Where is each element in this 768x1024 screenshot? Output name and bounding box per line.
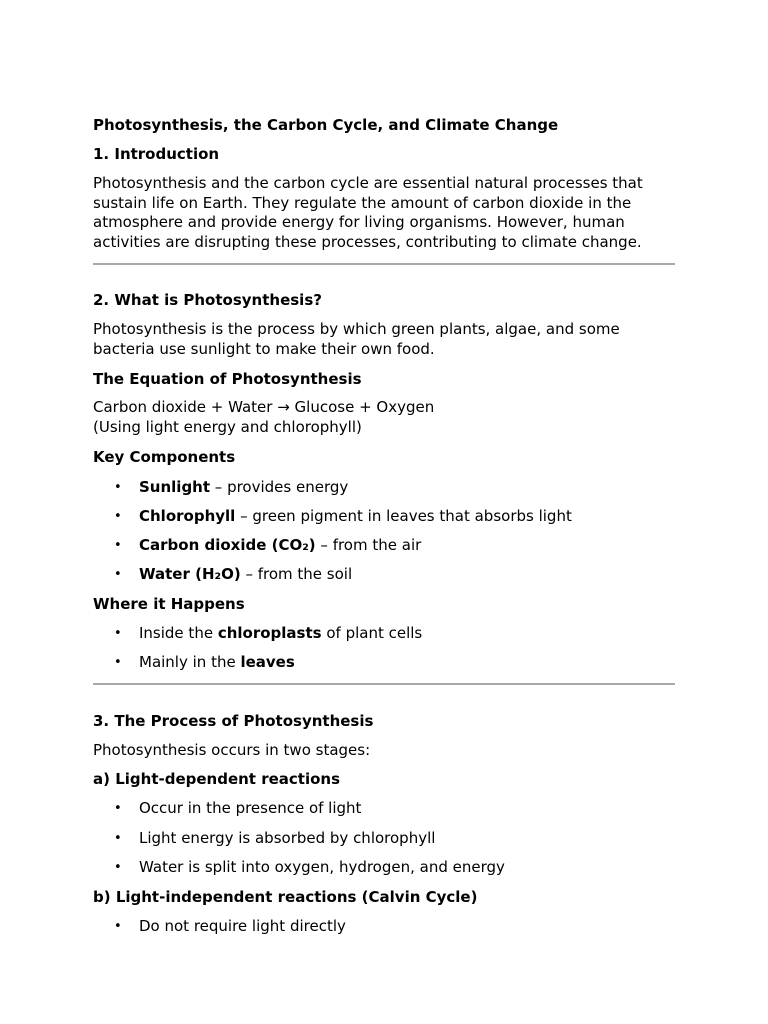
list-item	[139, 536, 421, 554]
bullet-icon: •	[114, 567, 122, 582]
paragraph-line: sustain life on Earth. They regulate the amount of carbon dioxide in the	[93, 193, 632, 212]
paragraph-line: bacteria use sunlight to make their own food.	[93, 339, 435, 358]
component-term: Water (H₂O)	[139, 565, 241, 583]
equation-block	[93, 398, 675, 437]
bullet-icon: •	[114, 626, 122, 641]
list-text: of plant cells	[321, 624, 423, 642]
list-item	[139, 478, 348, 496]
bullet-icon: •	[114, 509, 122, 524]
list-item: Do not require light directly	[139, 917, 346, 935]
section-divider	[93, 263, 675, 265]
component-description: – from the air	[315, 536, 422, 554]
component-description: – from the soil	[240, 565, 353, 583]
section-heading-what-is-photosynthesis: 2. What is Photosynthesis?	[93, 291, 322, 309]
component-term: Chlorophyll	[139, 507, 236, 525]
list-item: Light energy is absorbed by chlorophyll	[139, 829, 436, 847]
list-item	[139, 624, 422, 642]
list-term: leaves	[240, 653, 295, 671]
paragraph-line: activities are disrupting these processes, contributing to climate change.	[93, 233, 642, 252]
stage-b-heading: b) Light-independent reactions (Calvin Cycle)	[93, 888, 478, 906]
bullet-icon: •	[114, 831, 122, 846]
document-title: Photosynthesis, the Carbon Cycle, and Climate Change	[93, 116, 559, 134]
paragraph-line: atmosphere and provide energy for living organisms. However, human	[93, 213, 625, 232]
list-term: chloroplasts	[217, 624, 322, 642]
list-item: Water is split into oxygen, hydrogen, and energy	[139, 858, 505, 876]
component-description: – green pigment in leaves that absorbs light	[235, 507, 572, 525]
equation-note: (Using light energy and chlorophyll)	[93, 417, 362, 436]
bullet-icon: •	[114, 801, 122, 816]
list-item	[139, 653, 295, 671]
list-item	[139, 565, 352, 583]
stage-a-heading: a) Light-dependent reactions	[93, 770, 341, 788]
list-item: Occur in the presence of light	[139, 799, 362, 817]
introduction-paragraph	[93, 174, 675, 253]
bullet-icon: •	[114, 860, 122, 875]
section-heading-introduction: 1. Introduction	[93, 145, 220, 163]
bullet-icon: •	[114, 480, 122, 495]
bullet-icon: •	[114, 538, 122, 553]
component-term: Carbon dioxide (CO₂)	[139, 536, 316, 554]
list-text: Inside the	[139, 624, 218, 642]
list-text: Mainly in the	[139, 653, 241, 671]
paragraph-line: Photosynthesis is the process by which green plants, algae, and some	[93, 320, 620, 338]
bullet-icon: •	[114, 919, 122, 934]
section-heading-process: 3. The Process of Photosynthesis	[93, 712, 374, 730]
process-intro: Photosynthesis occurs in two stages:	[93, 741, 371, 759]
section-divider	[93, 683, 675, 685]
where-it-happens-heading: Where it Happens	[93, 595, 245, 613]
component-description: – provides energy	[210, 478, 349, 496]
paragraph-line: Photosynthesis and the carbon cycle are essential natural processes that	[93, 174, 643, 192]
what-is-paragraph	[93, 320, 675, 359]
component-term: Sunlight	[139, 478, 211, 496]
bullet-icon: •	[114, 655, 122, 670]
equation-line: Carbon dioxide + Water → Glucose + Oxygen	[93, 398, 435, 416]
equation-heading: The Equation of Photosynthesis	[93, 370, 362, 388]
list-item	[139, 507, 572, 525]
key-components-heading: Key Components	[93, 448, 236, 466]
